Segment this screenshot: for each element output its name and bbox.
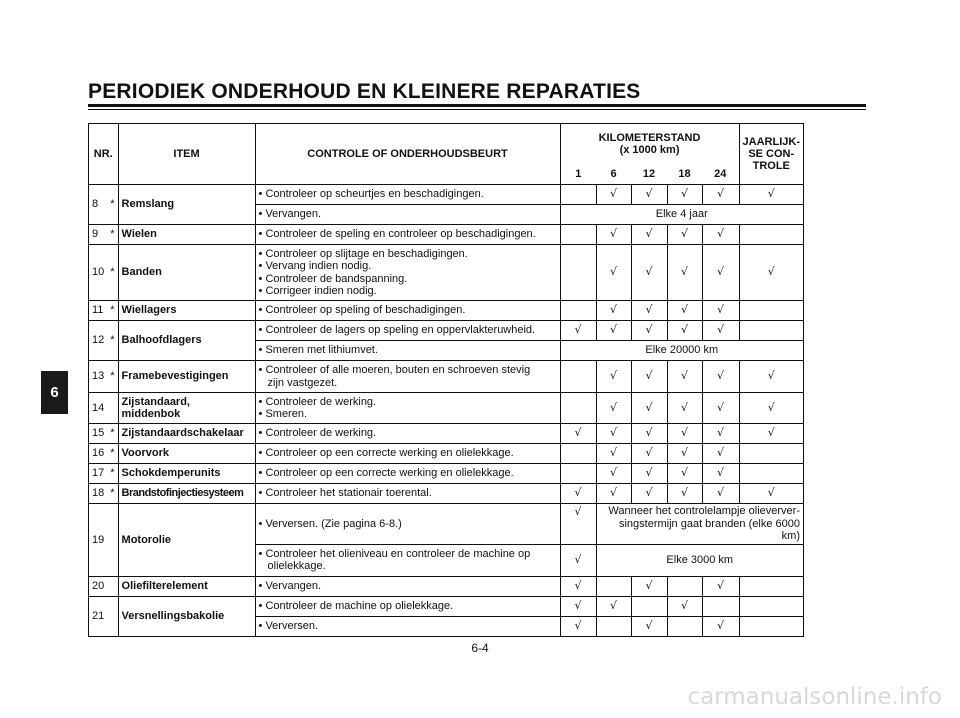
check-mark: √ — [631, 616, 667, 636]
item-schokdemperunits: Schokdemperunits — [118, 464, 255, 484]
table-row — [89, 225, 804, 245]
check-mark: √ — [739, 484, 803, 504]
control-line: zijn vastgezet. — [267, 376, 338, 389]
row-number: 11 — [89, 301, 108, 321]
control-text: • Controleer op een correcte werking en olielekkage. — [255, 444, 560, 464]
check-cell — [739, 321, 803, 341]
header-annual-line1: JAARLIJK- — [742, 136, 800, 148]
control-text: • Controleer op scheurtjes en beschadigingen. — [255, 185, 560, 205]
control-text — [255, 544, 560, 576]
row-number: 12 — [89, 321, 108, 361]
header-km-18: 18 — [667, 165, 702, 185]
header-nr: NR. — [89, 124, 119, 185]
control-text: • Vervangen. — [255, 205, 560, 225]
check-mark: √ — [739, 245, 803, 301]
control-text: • Controleer op speling of beschadigingen. — [255, 301, 560, 321]
table-row — [89, 185, 804, 205]
check-cell — [739, 301, 803, 321]
row-number: 16 — [89, 444, 108, 464]
table-row — [89, 424, 804, 444]
check-mark: √ — [667, 484, 702, 504]
table-row — [89, 245, 804, 301]
check-mark: √ — [631, 301, 667, 321]
header-km-label: KILOMETERSTAND — [598, 132, 701, 145]
check-cell — [702, 596, 739, 616]
row-number: 17 — [89, 464, 108, 484]
check-mark: √ — [702, 616, 739, 636]
check-mark: √ — [596, 484, 631, 504]
control-line: • Corrigeer indien nodig. — [258, 285, 377, 297]
check-mark: √ — [596, 321, 631, 341]
check-mark: √ — [667, 225, 702, 245]
check-mark: √ — [631, 361, 667, 393]
table-header-row — [89, 124, 804, 165]
check-mark: √ — [631, 484, 667, 504]
row-star: * — [107, 245, 118, 301]
check-mark: √ — [667, 444, 702, 464]
check-mark: √ — [560, 544, 596, 576]
control-line: • Smeren. — [258, 408, 308, 420]
check-cell — [560, 225, 596, 245]
check-mark: √ — [667, 361, 702, 393]
check-mark: √ — [702, 185, 739, 205]
control-line: • Controleer of alle moeren, bouten en schroeven stevig — [258, 364, 531, 376]
item-line: Zijstandaard, — [121, 395, 190, 408]
control-text — [255, 245, 560, 301]
table-row — [89, 504, 804, 545]
row-number: 21 — [89, 596, 108, 636]
header-km-6: 6 — [596, 165, 631, 185]
check-mark: √ — [702, 361, 739, 393]
interval-text: Elke 3000 km — [596, 544, 803, 576]
item-brandstofinjectiesysteem: Brandstofinjectiesysteem — [118, 484, 255, 504]
control-line: olielekkage. — [267, 560, 326, 572]
check-mark: √ — [702, 576, 739, 596]
check-cell — [667, 616, 702, 636]
check-cell — [596, 616, 631, 636]
row-number: 15 — [89, 424, 108, 444]
check-mark: √ — [560, 596, 596, 616]
header-annual-line3: TROLE — [752, 160, 790, 172]
header-control: CONTROLE OF ONDERHOUDSBEURT — [255, 124, 560, 185]
check-mark: √ — [702, 444, 739, 464]
title-underline — [88, 104, 866, 107]
check-mark: √ — [596, 185, 631, 205]
item-versnellingsbakolie: Versnellingsbakolie — [118, 596, 255, 636]
table-row — [89, 321, 804, 341]
header-annual-line2: SE CON- — [748, 148, 795, 160]
row-star: * — [107, 225, 118, 245]
check-mark: √ — [702, 424, 739, 444]
item-banden: Banden — [118, 245, 255, 301]
row-star: * — [107, 484, 118, 504]
header-km-24: 24 — [702, 165, 739, 185]
check-mark: √ — [667, 321, 702, 341]
check-mark: √ — [596, 464, 631, 484]
table-row — [89, 361, 804, 393]
row-star — [107, 393, 118, 424]
check-cell — [739, 616, 803, 636]
row-number: 18 — [89, 484, 108, 504]
table-row — [89, 464, 804, 484]
maintenance-table — [88, 123, 804, 637]
row-number: 8 — [89, 185, 108, 225]
check-cell — [560, 464, 596, 484]
check-mark: √ — [702, 321, 739, 341]
row-star: * — [107, 361, 118, 393]
header-km — [560, 124, 739, 165]
row-number: 9 — [89, 225, 108, 245]
control-line: • Controleer het olieniveau en controleer de machine op — [258, 547, 531, 560]
check-mark: √ — [560, 484, 596, 504]
page-title: PERIODIEK ONDERHOUD EN KLEINERE REPARATIES — [88, 80, 641, 103]
table-row — [89, 444, 804, 464]
check-cell — [560, 393, 596, 424]
control-line: • Controleer op slijtage en beschadigingen. — [258, 247, 468, 260]
control-text: • Controleer de machine op olielekkage. — [255, 596, 560, 616]
check-mark: √ — [631, 225, 667, 245]
item-wiellagers: Wiellagers — [118, 301, 255, 321]
table-row — [89, 393, 804, 424]
check-mark: √ — [631, 576, 667, 596]
row-star — [107, 576, 118, 596]
check-mark: √ — [631, 245, 667, 301]
interval-line: Wanneer het controlelampje olieverver- — [608, 505, 800, 517]
check-mark: √ — [631, 321, 667, 341]
item-line: middenbok — [121, 408, 181, 420]
control-text: • Controleer de werking. — [255, 424, 560, 444]
table-row — [89, 301, 804, 321]
watermark: carmanualsonline.info — [687, 684, 942, 710]
control-text: • Controleer de lagers op speling en oppervlakteruwheid. — [255, 321, 560, 341]
interval-line: singstermijn gaat branden (elke 6000 km) — [618, 517, 800, 542]
row-number: 10 — [89, 245, 108, 301]
check-mark: √ — [667, 185, 702, 205]
row-number: 19 — [89, 504, 108, 577]
check-mark: √ — [596, 301, 631, 321]
row-star: * — [107, 464, 118, 484]
row-star — [107, 504, 118, 577]
check-mark: √ — [631, 464, 667, 484]
item-remslang: Remslang — [118, 185, 255, 225]
check-mark: √ — [560, 616, 596, 636]
check-mark: √ — [596, 245, 631, 301]
item-zijstandaard-middenbok — [118, 393, 255, 424]
header-item: ITEM — [118, 124, 255, 185]
check-mark: √ — [596, 444, 631, 464]
check-cell — [631, 596, 667, 616]
check-mark: √ — [631, 444, 667, 464]
check-mark: √ — [560, 504, 596, 545]
check-mark: √ — [560, 576, 596, 596]
check-mark: √ — [739, 361, 803, 393]
control-line: • Vervang indien nodig. — [258, 260, 372, 272]
check-mark: √ — [667, 464, 702, 484]
item-oliefilterelement: Oliefilterelement — [118, 576, 255, 596]
check-mark: √ — [560, 321, 596, 341]
interval-text — [596, 504, 803, 545]
check-mark: √ — [596, 361, 631, 393]
control-text — [255, 393, 560, 424]
check-mark: √ — [667, 301, 702, 321]
check-mark: √ — [596, 393, 631, 424]
check-mark: √ — [702, 484, 739, 504]
control-text: • Smeren met lithiumvet. — [255, 341, 560, 361]
header-km-unit: (x 1000 km) — [619, 144, 680, 157]
control-text: • Vervangen. — [255, 576, 560, 596]
check-mark: √ — [702, 245, 739, 301]
table-row — [89, 484, 804, 504]
row-star: * — [107, 424, 118, 444]
check-mark: √ — [631, 393, 667, 424]
table-row — [89, 576, 804, 596]
row-star — [107, 596, 118, 636]
check-cell — [560, 444, 596, 464]
check-mark: √ — [596, 596, 631, 616]
check-mark: √ — [596, 424, 631, 444]
header-km-12: 12 — [631, 165, 667, 185]
row-number: 13 — [89, 361, 108, 393]
item-motorolie: Motorolie — [118, 504, 255, 577]
control-text — [255, 361, 560, 393]
item-voorvork: Voorvork — [118, 444, 255, 464]
interval-text: Elke 4 jaar — [560, 205, 803, 225]
chapter-tab — [41, 371, 68, 414]
check-cell — [739, 464, 803, 484]
check-mark: √ — [667, 393, 702, 424]
item-framebevestigingen: Framebevestigingen — [118, 361, 255, 393]
check-cell — [739, 225, 803, 245]
check-mark: √ — [702, 464, 739, 484]
check-cell — [596, 576, 631, 596]
check-mark: √ — [631, 185, 667, 205]
control-text: • Controleer de speling en controleer op beschadigingen. — [255, 225, 560, 245]
header-km-1: 1 — [560, 165, 596, 185]
table-row — [89, 596, 804, 616]
check-mark: √ — [631, 424, 667, 444]
check-mark: √ — [702, 393, 739, 424]
check-cell — [739, 576, 803, 596]
control-line: • Controleer de werking. — [258, 395, 377, 408]
control-text: • Controleer het stationair toerental. — [255, 484, 560, 504]
row-star: * — [107, 301, 118, 321]
check-mark: √ — [596, 225, 631, 245]
check-cell — [560, 185, 596, 205]
page-number: 6-4 — [471, 641, 489, 655]
check-mark: √ — [560, 424, 596, 444]
item-balhoofdlagers: Balhoofdlagers — [118, 321, 255, 361]
header-annual — [739, 124, 803, 185]
title-underline-thin — [88, 109, 866, 110]
check-mark: √ — [739, 424, 803, 444]
control-text: • Verversen. — [255, 616, 560, 636]
check-cell — [560, 361, 596, 393]
check-mark: √ — [702, 301, 739, 321]
row-star: * — [107, 185, 118, 225]
control-text: • Verversen. (Zie pagina 6-8.) — [255, 504, 560, 545]
control-line: • Controleer de bandspanning. — [258, 272, 408, 285]
check-mark: √ — [739, 185, 803, 205]
row-number: 20 — [89, 576, 108, 596]
item-zijstandaardschakelaar: Zijstandaardschakelaar — [118, 424, 255, 444]
control-text: • Controleer op een correcte werking en olielekkage. — [255, 464, 560, 484]
check-mark: √ — [667, 596, 702, 616]
check-mark: √ — [739, 393, 803, 424]
row-star: * — [107, 321, 118, 361]
row-star: * — [107, 444, 118, 464]
check-mark: √ — [667, 424, 702, 444]
row-number: 14 — [89, 393, 108, 424]
chapter-tab-label: 6 — [50, 384, 59, 401]
interval-text: Elke 20000 km — [560, 341, 803, 361]
check-cell — [560, 245, 596, 301]
check-cell — [739, 596, 803, 616]
check-cell — [667, 576, 702, 596]
item-wielen: Wielen — [118, 225, 255, 245]
check-cell — [560, 301, 596, 321]
check-mark: √ — [667, 245, 702, 301]
check-cell — [739, 444, 803, 464]
check-mark: √ — [702, 225, 739, 245]
